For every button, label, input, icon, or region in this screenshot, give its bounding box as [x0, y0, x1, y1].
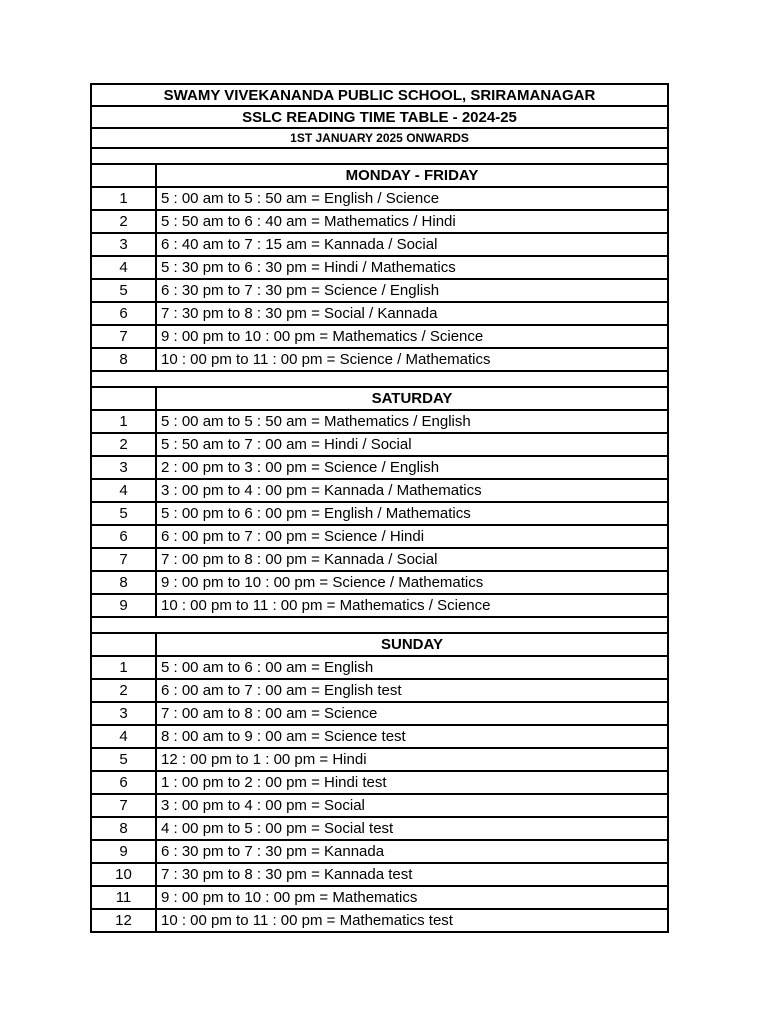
row-schedule: 5 : 00 am to 6 : 00 am = English [156, 656, 668, 679]
table-row [91, 525, 668, 548]
row-schedule: 6 : 30 pm to 7 : 30 pm = Science / English [156, 279, 668, 302]
row-schedule: 2 : 00 pm to 3 : 00 pm = Science / English [156, 456, 668, 479]
row-schedule: 6 : 00 pm to 7 : 00 pm = Science / Hindi [156, 525, 668, 548]
row-schedule: 7 : 00 am to 8 : 00 am = Science [156, 702, 668, 725]
row-number: 3 [91, 702, 156, 725]
row-schedule: 9 : 00 pm to 10 : 00 pm = Mathematics / Science [156, 325, 668, 348]
table-row [91, 817, 668, 840]
row-number: 5 [91, 502, 156, 525]
row-schedule: 4 : 00 pm to 5 : 00 pm = Social test [156, 817, 668, 840]
row-schedule: 5 : 30 pm to 6 : 30 pm = Hindi / Mathematics [156, 256, 668, 279]
table-row [91, 702, 668, 725]
section-name: SATURDAY [156, 387, 668, 410]
row-schedule: 8 : 00 am to 9 : 00 am = Science test [156, 725, 668, 748]
blank-cell [91, 148, 668, 164]
row-number: 12 [91, 909, 156, 932]
table-row [91, 348, 668, 371]
timetable-title: SSLC READING TIME TABLE - 2024-25 [91, 106, 668, 128]
row-number: 3 [91, 233, 156, 256]
section-number-cell [91, 387, 156, 410]
table-row [91, 840, 668, 863]
row-number: 5 [91, 748, 156, 771]
title-row [91, 106, 668, 128]
table-row [91, 233, 668, 256]
row-schedule: 3 : 00 pm to 4 : 00 pm = Social [156, 794, 668, 817]
row-number: 2 [91, 210, 156, 233]
table-row [91, 502, 668, 525]
row-schedule: 10 : 00 pm to 11 : 00 pm = Science / Mathematics [156, 348, 668, 371]
table-row [91, 909, 668, 932]
row-schedule: 6 : 00 am to 7 : 00 am = English test [156, 679, 668, 702]
row-number: 2 [91, 433, 156, 456]
section-number-cell [91, 164, 156, 187]
row-number: 8 [91, 571, 156, 594]
row-number: 10 [91, 863, 156, 886]
row-schedule: 5 : 00 am to 5 : 50 am = Mathematics / English [156, 410, 668, 433]
table-row [91, 210, 668, 233]
row-schedule: 1 : 00 pm to 2 : 00 pm = Hindi test [156, 771, 668, 794]
table-row [91, 410, 668, 433]
table-row [91, 279, 668, 302]
row-schedule: 7 : 00 pm to 8 : 00 pm = Kannada / Social [156, 548, 668, 571]
table-row [91, 863, 668, 886]
row-schedule: 3 : 00 pm to 4 : 00 pm = Kannada / Mathematics [156, 479, 668, 502]
row-schedule: 9 : 00 pm to 10 : 00 pm = Science / Mathematics [156, 571, 668, 594]
section-header-row [91, 387, 668, 410]
section-number-cell [91, 633, 156, 656]
table-row [91, 479, 668, 502]
blank-row [91, 617, 668, 633]
section-name: MONDAY - FRIDAY [156, 164, 668, 187]
table-row [91, 679, 668, 702]
row-number: 8 [91, 817, 156, 840]
blank-cell [91, 371, 668, 387]
blank-cell [91, 617, 668, 633]
table-row [91, 594, 668, 617]
row-schedule: 5 : 00 pm to 6 : 00 pm = English / Mathematics [156, 502, 668, 525]
row-number: 8 [91, 348, 156, 371]
table-row [91, 433, 668, 456]
row-number: 2 [91, 679, 156, 702]
row-number: 11 [91, 886, 156, 909]
row-schedule: 10 : 00 pm to 11 : 00 pm = Mathematics / Science [156, 594, 668, 617]
table-row [91, 748, 668, 771]
row-number: 5 [91, 279, 156, 302]
row-schedule: 7 : 30 pm to 8 : 30 pm = Social / Kannada [156, 302, 668, 325]
row-schedule: 9 : 00 pm to 10 : 00 pm = Mathematics [156, 886, 668, 909]
row-number: 6 [91, 525, 156, 548]
row-number: 6 [91, 302, 156, 325]
table-row [91, 886, 668, 909]
row-number: 7 [91, 794, 156, 817]
table-row [91, 725, 668, 748]
school-name-row [91, 84, 668, 106]
row-number: 1 [91, 187, 156, 210]
row-schedule: 5 : 00 am to 5 : 50 am = English / Science [156, 187, 668, 210]
row-number: 7 [91, 548, 156, 571]
row-schedule: 7 : 30 pm to 8 : 30 pm = Kannada test [156, 863, 668, 886]
row-number: 1 [91, 656, 156, 679]
date-row [91, 128, 668, 148]
timetable-sheet [90, 83, 667, 933]
blank-row [91, 371, 668, 387]
table-row [91, 302, 668, 325]
row-schedule: 10 : 00 pm to 11 : 00 pm = Mathematics test [156, 909, 668, 932]
table-row [91, 325, 668, 348]
row-number: 1 [91, 410, 156, 433]
table-row [91, 256, 668, 279]
section-header-row [91, 164, 668, 187]
row-number: 7 [91, 325, 156, 348]
row-number: 3 [91, 456, 156, 479]
row-schedule: 12 : 00 pm to 1 : 00 pm = Hindi [156, 748, 668, 771]
effective-date: 1ST JANUARY 2025 ONWARDS [91, 128, 668, 148]
section-name: SUNDAY [156, 633, 668, 656]
row-number: 4 [91, 479, 156, 502]
timetable-body [91, 84, 668, 932]
table-row [91, 571, 668, 594]
row-number: 4 [91, 256, 156, 279]
row-number: 9 [91, 594, 156, 617]
row-number: 9 [91, 840, 156, 863]
table-row [91, 456, 668, 479]
row-number: 6 [91, 771, 156, 794]
table-row [91, 656, 668, 679]
timetable [90, 83, 669, 933]
row-schedule: 6 : 40 am to 7 : 15 am = Kannada / Social [156, 233, 668, 256]
table-row [91, 794, 668, 817]
section-header-row [91, 633, 668, 656]
blank-row [91, 148, 668, 164]
table-row [91, 771, 668, 794]
row-number: 4 [91, 725, 156, 748]
school-name: SWAMY VIVEKANANDA PUBLIC SCHOOL, SRIRAMANAGAR [91, 84, 668, 106]
row-schedule: 5 : 50 am to 6 : 40 am = Mathematics / Hindi [156, 210, 668, 233]
row-schedule: 5 : 50 am to 7 : 00 am = Hindi / Social [156, 433, 668, 456]
row-schedule: 6 : 30 pm to 7 : 30 pm = Kannada [156, 840, 668, 863]
table-row [91, 187, 668, 210]
table-row [91, 548, 668, 571]
